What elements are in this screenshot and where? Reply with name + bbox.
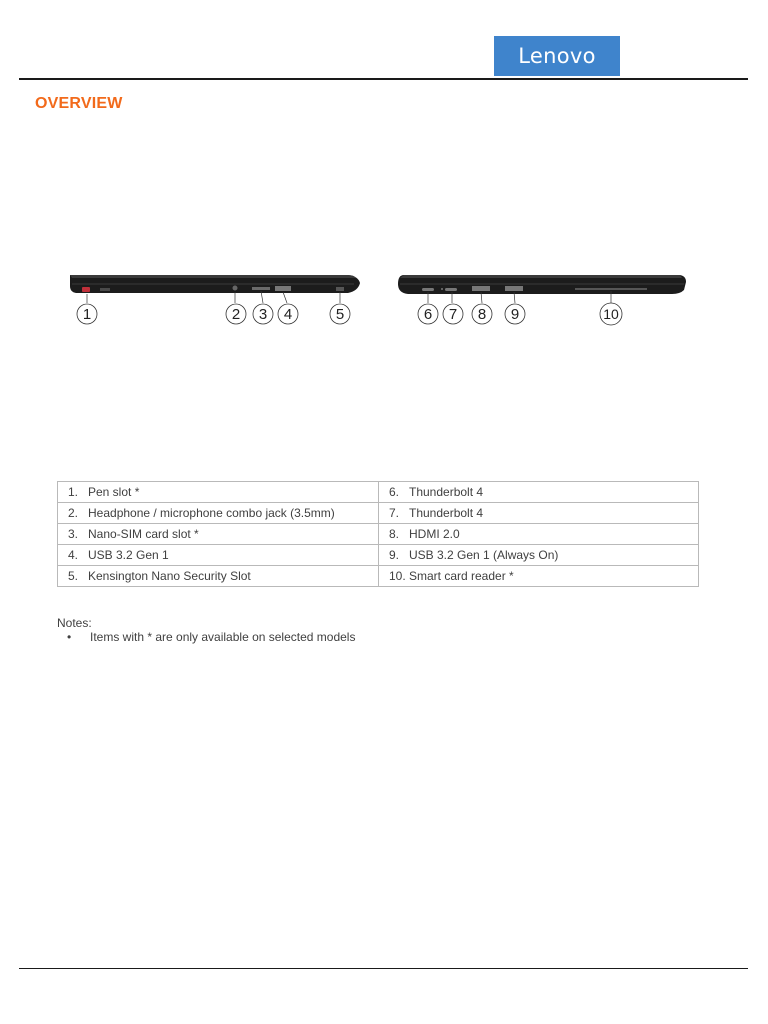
item-label: Nano-SIM card slot *	[88, 527, 199, 541]
item-label: USB 3.2 Gen 1 (Always On)	[409, 548, 559, 562]
laptop-right-side-image	[390, 266, 692, 330]
callout-4: 4	[283, 306, 293, 323]
item-number: 1.	[68, 485, 79, 499]
item-label: HDMI 2.0	[409, 527, 460, 541]
item-number: 4.	[68, 548, 79, 562]
logo-text: Lenovo	[518, 44, 596, 68]
item-number: 7.	[389, 506, 400, 520]
footer-divider	[19, 968, 748, 969]
ports-table	[57, 481, 699, 587]
notes-label: Notes:	[57, 616, 92, 630]
item-label: Headphone / microphone combo jack (3.5mm)	[88, 506, 335, 520]
table-cell	[58, 503, 379, 524]
table-cell	[379, 524, 699, 545]
item-number: 9.	[389, 548, 400, 562]
callout-5: 5	[335, 306, 345, 323]
header-divider	[19, 78, 748, 80]
callout-9: 9	[510, 306, 520, 323]
table-row	[58, 482, 699, 503]
table-cell	[379, 545, 699, 566]
callout-1: 1	[82, 306, 92, 323]
table-cell	[58, 482, 379, 503]
item-number: 6.	[389, 485, 400, 499]
table-cell	[379, 566, 699, 587]
callout-8: 8	[477, 306, 487, 323]
callout-3: 3	[258, 306, 268, 323]
item-label: Thunderbolt 4	[409, 485, 484, 499]
callout-2: 2	[231, 306, 241, 323]
table-cell	[58, 545, 379, 566]
item-number: 3.	[68, 527, 79, 541]
callout-6: 6	[423, 306, 433, 323]
item-label: Thunderbolt 4	[409, 506, 484, 520]
item-label: Pen slot *	[88, 485, 140, 499]
section-title: OVERVIEW	[35, 95, 123, 112]
table-cell	[58, 524, 379, 545]
callout-10: 10	[603, 306, 619, 322]
item-number: 2.	[68, 506, 79, 520]
table-cell	[58, 566, 379, 587]
item-number: 8.	[389, 527, 400, 541]
table-row	[58, 566, 699, 587]
lenovo-logo	[494, 36, 620, 76]
item-number: 10.	[389, 569, 406, 583]
item-label: Smart card reader *	[409, 569, 514, 583]
item-label: USB 3.2 Gen 1	[88, 548, 169, 562]
item-label: Kensington Nano Security Slot	[88, 569, 251, 583]
item-number: 5.	[68, 569, 79, 583]
bullet-icon: •	[67, 630, 72, 644]
table-row	[58, 545, 699, 566]
table-cell	[379, 503, 699, 524]
laptop-left-side-image	[62, 266, 366, 330]
table-cell	[379, 482, 699, 503]
callout-7: 7	[448, 306, 458, 323]
table-row	[58, 524, 699, 545]
table-row	[58, 503, 699, 524]
notes-item-text: Items with * are only available on selected models	[90, 630, 356, 644]
notes-item	[67, 630, 355, 644]
